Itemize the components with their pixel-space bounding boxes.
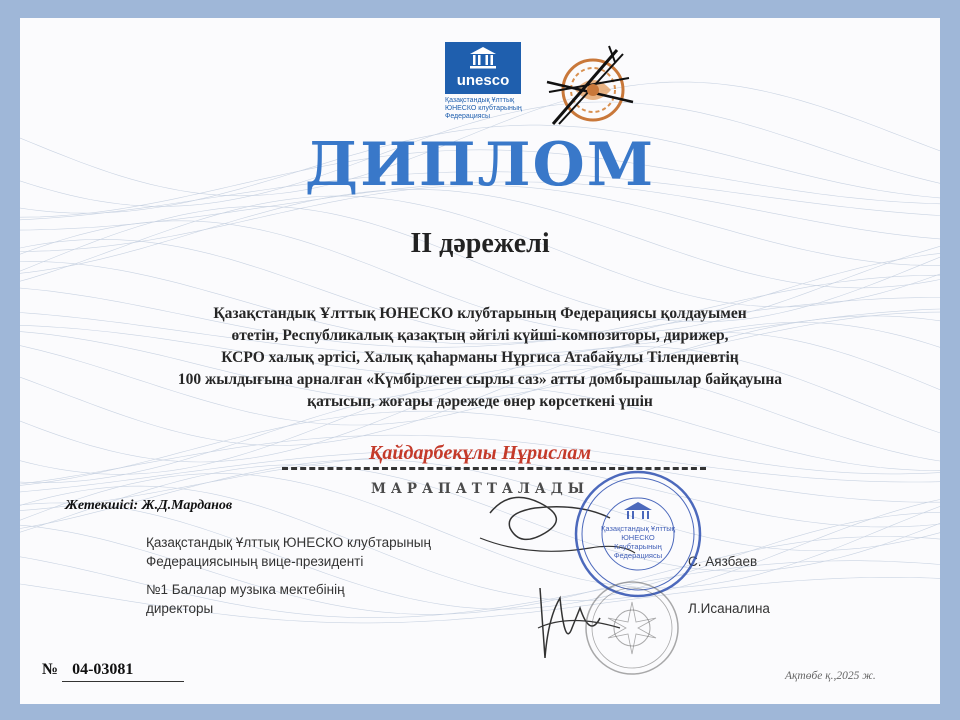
stamp-line: Қазақстандық Ұлттық: [601, 524, 675, 533]
certificate-paper: [20, 18, 940, 704]
recipient-name: Қайдарбекұлы Нұрислам: [368, 442, 592, 464]
certificate-number-prefix: №: [42, 661, 59, 678]
temple-icon: [469, 46, 497, 70]
stamp-line: Клубтарының: [614, 542, 662, 551]
certificate-number-underline: [62, 681, 184, 682]
signatory-1-name: С. Аязбаев: [688, 554, 758, 569]
dombra-emblem-icon: [545, 42, 635, 128]
award-description: [140, 303, 820, 413]
description-line: өтетін, Республикалық қазақтың әйгілі күйші-композиторы, дирижер,: [231, 327, 729, 344]
supervisor-label: Жетекшісі: Ж.Д.Марданов: [65, 498, 233, 513]
signatory-1-position: Қазақстандық Ұлттық ЮНЕСКО клубтарының Федерациясының вице-президенті: [146, 535, 431, 569]
unesco-logo-box: [445, 42, 521, 94]
stamp-line: ЮНЕСКО: [621, 533, 655, 542]
certificate-number-value: 04-03081: [72, 661, 134, 678]
awarded-label: МАРАПАТТАЛАДЫ: [370, 481, 590, 497]
unesco-subtitle: Қазақстандық Ұлттық ЮНЕСКО клубтарының Федерациясы: [445, 97, 522, 120]
signatory-2-position: №1 Балалар музыка мектебінің директоры: [146, 582, 345, 616]
description-line: Қазақстандық Ұлттық ЮНЕСКО клубтарының Федерациясы қолдауымен: [213, 305, 747, 322]
certificate-number: [42, 661, 133, 679]
signatory-2-name: Л.Исаналина: [688, 601, 770, 616]
unesco-wordmark: unesco: [456, 72, 510, 89]
description-line: КСРО халық әртісі, Халық қаһармaны Нұргиса Атабайұлы Тілендиевтің: [221, 349, 739, 366]
state-emblem-stamp: [582, 578, 682, 678]
diploma-title: ДИПЛОМ: [304, 130, 656, 200]
unesco-logo: [445, 42, 531, 122]
description-line: 100 жылдығына арналған «Күмбірлеген сырлы саз» атты домбырашылар байқауына: [177, 371, 783, 388]
stamp-line: Федерациясы: [613, 551, 663, 560]
description-line: қатысып, жоғары дәрежеде өнер көрсеткені үшін: [307, 393, 653, 410]
place-and-date: Ақтөбе қ.,2025 ж.: [785, 670, 876, 682]
degree-label: II дәрежелі: [410, 228, 550, 259]
